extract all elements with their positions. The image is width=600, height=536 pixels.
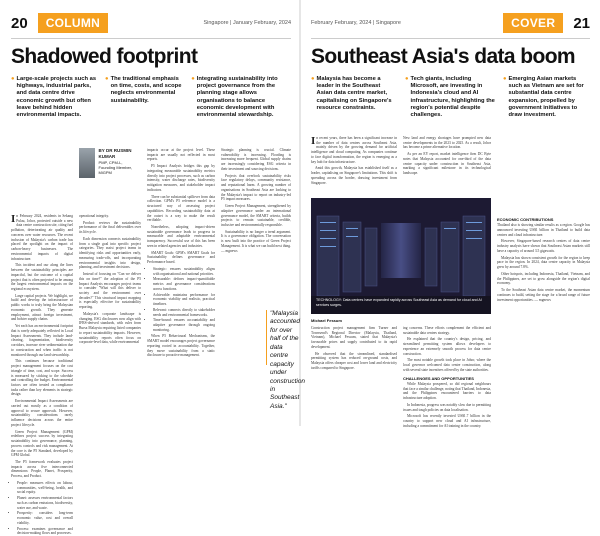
- article-paragraph: In February 2024, residents in Sekang Pulau, Johor, protested outside a new data centre construction site, citing fuel pollution, deteriorating air quality and concerns over water resources. The recent inclusion of Malaysia's carbon trade has placed the spotlight on the impact of carbon-heavy businesses. The environmental impacts of digital infrastructure.: [11, 213, 73, 261]
- author-role: PMP, CPM-L, Founding Member, MiGPM: [98, 159, 132, 176]
- p5-list: [17, 481, 73, 536]
- article-paragraph: Nonetheless, adopting impact-driven sustainable governance leads to progress in measurable and adaptable environmental transparency. Successful use of this has been seen in related agencies and industries.: [147, 225, 215, 248]
- right-headline: Southeast Asia's data boom: [311, 45, 576, 68]
- article-paragraph: SMART Goals: GPM's SMART Goals for Sustainability defines governance and Performance based.: [147, 250, 215, 265]
- left-bullet: ● Large-scale projects such as highways, industrial parks, and data centre drive economic growth but often leave behind hidden environmental impacts.: [11, 76, 97, 119]
- dropcap: I: [311, 135, 316, 147]
- article-paragraph: Strategic planning is crucial. Climate vulnerability is increasing. Flooding is increasing more frequent. Global supply chains are increasingly considering ESG criteria in their investment and sourcing decisions.: [221, 148, 291, 171]
- left-header-rule: [11, 38, 291, 39]
- article-paragraph: Projects that overlook sustainability risks face regulatory delays, community resistance, and reputational harm. A growing number of organisations in Southeast Asia are looking to the Malaysia's impact to report on industry-led P5 impact measures.: [221, 173, 291, 202]
- photo-caption: TECHNOLOGY: Data centres have expanded rapidly across Southeast Asia as demand for cloud and AI services surges.: [316, 298, 482, 307]
- article-paragraph: Large capital projects. We highlight, we build and develop the infrastructure of public works to truly bring the Malaysian economic growth. They generate employment, attract foreign investment, and bolster supply chains.: [11, 293, 73, 322]
- article-paragraph: In recent years, there has been a significant increase in the number of data centres across Southeast Asia, mainly driven by the growing demand for artificial intelligence and cloud computing. As companies continue to face digital transformation, the region is emerging as a key hub for data infrastructure.: [311, 135, 397, 164]
- article-paragraph: Amid this growth, Malaysia has established itself as a leader, capitalising on Singapore's limitations. This shift is spreading across the border, drawing investment from Singapore.: [311, 166, 397, 185]
- left-page-header: [11, 12, 291, 34]
- left-article-col-2: [79, 214, 141, 420]
- article-paragraph: Green Project Management (GPM) redefines project success by integrating sustainability into governance, planning, process controls and risk management. At the core is the P5 Standard, developed by GPM Global.: [11, 429, 73, 458]
- data-centre-illustration: [311, 198, 491, 314]
- author-box: [79, 148, 139, 178]
- right-bullet: ● Emerging Asian markets such as Vietnam are set for substantial data centre expansion, propelled by government initiatives to draw investment.: [503, 76, 584, 119]
- right-section-label: COVER: [503, 13, 563, 33]
- right-article-col-4: [497, 214, 590, 420]
- left-headline: Shadowed footprint: [11, 45, 198, 68]
- article-paragraph: To the Southeast Asian data centre market, the momentum continues to build, setting the stage for a broad range of future investment opportunities. — mgnews: [497, 288, 590, 302]
- author-byline: [99, 148, 139, 178]
- article-paragraph: There can be substantial spillover from data collection. GPM's P5 reference model is a structured way of assessing project capabilities. Recording sustainability data at the outset is a way to make the result verifiable.: [147, 194, 215, 223]
- article-paragraph: When P5 Behavioural Mechanisms, the SMART model encourages project governance reporting rooted in accountability. Together, they move sustainability from a static disclosure to proactive management.: [147, 334, 215, 358]
- list-item: • Achievable: maintains performance for economic viability and realistic, practical timelines.: [153, 293, 215, 307]
- pull-quote-bar: [266, 310, 267, 365]
- right-bullet: ● Tech giants, including Microsoft, are investing in Indonesia's cloud and AI infrastructure, highlighting the region's potential despite challenges.: [405, 76, 495, 119]
- list-item: • Planet: assesses environmental factors such as carbon emissions, biodiversity, water use, and waste.: [17, 496, 73, 510]
- article-paragraph: Construction project management firm Turner and Townsend's Regional Director (Malaysia, Thailand, Vietnam), Michael Fessum, stated that Malaysia's favourable prices and supply contributed to its rapid development.: [311, 326, 397, 349]
- article-paragraph: Environmental Impact Assessments are carried out mostly as a condition of approval to secure approvals. However, sustainability considerations rarely influence decisions across the entire project lifecycle.: [11, 399, 73, 427]
- article-paragraph: He observed that the streamlined, standardised permitting system has reduced on-ground costs, and Malaysia offers cheaper cost and lower land and electricity tariffs compared to Singapore.: [311, 351, 397, 370]
- article-paragraph: impacts occur at the project level. These impacts are usually not reflected in most reports.: [147, 148, 215, 162]
- right-article-col-1: [311, 136, 397, 196]
- subhead-challenges: CHALLENGES AND OPPORTUNITIES: [403, 375, 474, 381]
- list-item: • People: measures effects on labour, communities, well-being, health, and social equity.: [17, 481, 73, 495]
- article-paragraph: Sustainability is no longer a trend argument. It is a governance obligation. The conversation is now built into the practice of Green Project Management. It is what we can build next thing. — mgnews: [221, 229, 291, 253]
- article-paragraph: Malaysia has shown consistent growth for the region to keep pace in the region. In 2024, data centre capacity in Malaysia grew by around 7.8%.: [497, 255, 590, 270]
- pull-quote: "Malaysia accounted for over half of the data centre capacity under construction in Southeast Asia.": [270, 310, 306, 410]
- left-bullets: [11, 76, 291, 119]
- article-paragraph: Other hotspots, including Indonesia, Thailand, Vietnam, and the Philippines, are set to grow alongside the region's digital economy.: [497, 271, 590, 286]
- article-paragraph: This incident and our along the lines between the sustainability principles are impactful, but the outcome of a capital project that is often projected to be among the largest environmental impacts on the regional ecosystem.: [11, 263, 73, 292]
- list-item: • Prosperity: considers long-term economic value, cost and overall viability.: [17, 511, 73, 525]
- article-paragraph: Microsoft has recently invested US$1.7 billion in the country to support new cloud and AI infrastructure, including a commitment for AI training in the country.: [403, 414, 491, 428]
- left-article-col-3: [147, 148, 215, 420]
- article-paragraph: Thailand also is showing similar results as a region. Google has announced investing US$1 billion in Thailand to build data centres and cloud infrastructure.: [497, 223, 590, 237]
- list-item: • Measurable: defines impact-quantifiable metrics and governance considerations across functions.: [153, 277, 215, 291]
- photo-credit: Michael Fessum: [311, 318, 342, 323]
- right-article-col-1b: [403, 136, 491, 196]
- right-page-number: 21: [573, 14, 590, 32]
- dropcap: I: [11, 213, 16, 225]
- article-paragraph: He explained that the country's design, pricing, and streamlined permitting system allows developers to experience an extremely smooth process for data centre construction.: [403, 337, 491, 356]
- article-paragraph: As per an EY report, market intelligence firm DC Byte notes that Malaysia accounted for one-third of the data centre capacity under construction in Southeast Asia, marking a significant milestone in its technological landscape.: [403, 152, 491, 176]
- article-photo: [311, 198, 491, 314]
- left-publication-info: Singapore | January February, 2024: [203, 20, 291, 26]
- left-page-number: 20: [11, 14, 28, 32]
- article-paragraph: While Malaysia prospered, so did regional neighbours that face a similar challenge, noting that Thailand, Indonesia, and the Philippines encountered barriers to data infrastructure adoption.: [403, 381, 491, 401]
- left-bullet: ● Integrating sustainability into project governance from the planning stage allows organisations to balance economic development with environmental stewardship.: [191, 76, 278, 119]
- article-paragraph: Yet each has an environmental footprint that is rarely adequately reflected in Local Impact Assessments. They include land-clearing, fragmentation, biodiversity corridors, increase river sedimentation due to construction and when traffic is not monitored through our land stewardship.: [11, 324, 73, 357]
- article-paragraph: operational integrity.: [79, 214, 109, 218]
- list-item: • Relevant: connects directly to stakeholder needs and environmental frameworks.: [153, 308, 215, 317]
- list-item: • Process: examines governance and decision-making flows and processes.: [17, 527, 73, 536]
- right-header-rule: [311, 38, 590, 39]
- right-article-col-2: [311, 326, 397, 420]
- right-bullets: [311, 76, 590, 119]
- left-bullet: ● The traditional emphasis on time, costs, and scope neglects environmental sustainability.: [105, 76, 182, 104]
- article-paragraph: In Indonesia, progress was notably slow due to permitting issues and tough policies on data localisation.: [403, 402, 491, 412]
- article-paragraph: The most notable growth took place in Johor, where the local governor welcomed data centre construction, along with several state incentives offered by the state authorities.: [403, 358, 491, 372]
- article-paragraph: This continues because traditional project management focuses on the cost triangle of time, cost, and scope. Success is measured by sticking to the schedule and controlling the budget. Environmental factors are often treated as compliance tasks rather than key elements in strategic design.: [11, 359, 73, 397]
- right-publication-info: February February, 2024 | Singapore: [311, 20, 401, 26]
- smart-list: [153, 267, 215, 333]
- subhead-economic: ECONOMIC CONTRIBUTIONS: [497, 217, 554, 222]
- article-paragraph: Each dimension connects sustainability from a single goal into specific project categories. They assist project teams in identifying risks and opportunities early, measuring trade-offs, and incorporating environmental insights into design, planning, and investment decisions.: [79, 236, 141, 270]
- list-item: • Time-bound: ensures accountability and adaptive governance through ongoing monitoring.: [153, 318, 215, 332]
- right-bullet: ● Malaysia has become a leader in the Southeast Asian data centre market, capitalising on Singapore's resource constraints.: [311, 76, 392, 111]
- left-section-label: COLUMN: [38, 13, 108, 33]
- article-paragraph: Green Project Management, strengthened by adaptive governance under an international governance model, the SMART criteria, builds projects to remain sustainable, credible, inclusive and environmentally responsible.: [221, 204, 291, 228]
- article-paragraph: However, Singapore-based research centres of data centre industry analysts have shown that Southeast Asian markets still have a capacity of around 3.5 gigawatts.: [497, 239, 590, 253]
- article-paragraph: Malaysia's corporate landscape is changing. ESG disclosures now align with IFRS-derived standards, with rules from Bursa Malaysia requiring listed companies to report sustainability impacts. However, sustainability reports often focus on corporate-level data, while environmental: [79, 311, 141, 345]
- list-item: • Strategic: ensures sustainability aligns with organisational and national priorities.: [153, 267, 215, 276]
- author-photo: [79, 148, 95, 178]
- left-article-col-1: [11, 213, 73, 536]
- article-paragraph: New land and energy shortages have prompted new data centre developments in the 2023 to 2025. As a result, Johor has become a prime alternative location.: [403, 136, 491, 150]
- right-article-col-3: [403, 326, 491, 428]
- article-paragraph: ing concerns. These efforts complement the efficient and sustainable data centres strategy.: [403, 326, 491, 335]
- article-paragraph: Instead of focusing on "Can we deliver this on time?" the adoption of the P5 Impact Analysis encourages project teams to consider "What will this deliver to society and the environment over decades?" This structural impact mapping is especially effective for sustainability reporting.: [79, 272, 141, 310]
- right-page-header: [311, 12, 590, 34]
- article-paragraph: P5 Impact Analysis bridges this gap by integrating measurable sustainability metrics directly into project processes, such as carbon intensity, water discharge rates, biodiversity mitigation measures, and stakeholder impact indicators.: [147, 164, 215, 192]
- article-paragraph: Product: reviews the sustainability performance of the final deliverables over its lifecycle.: [79, 220, 141, 235]
- author-name: BY DR RUSMIN KUMAR: [98, 148, 132, 159]
- article-paragraph: The P5 framework evaluates project impacts across five interconnected dimensions: People, Planet, Prosperity, Process, and Product.: [11, 459, 73, 479]
